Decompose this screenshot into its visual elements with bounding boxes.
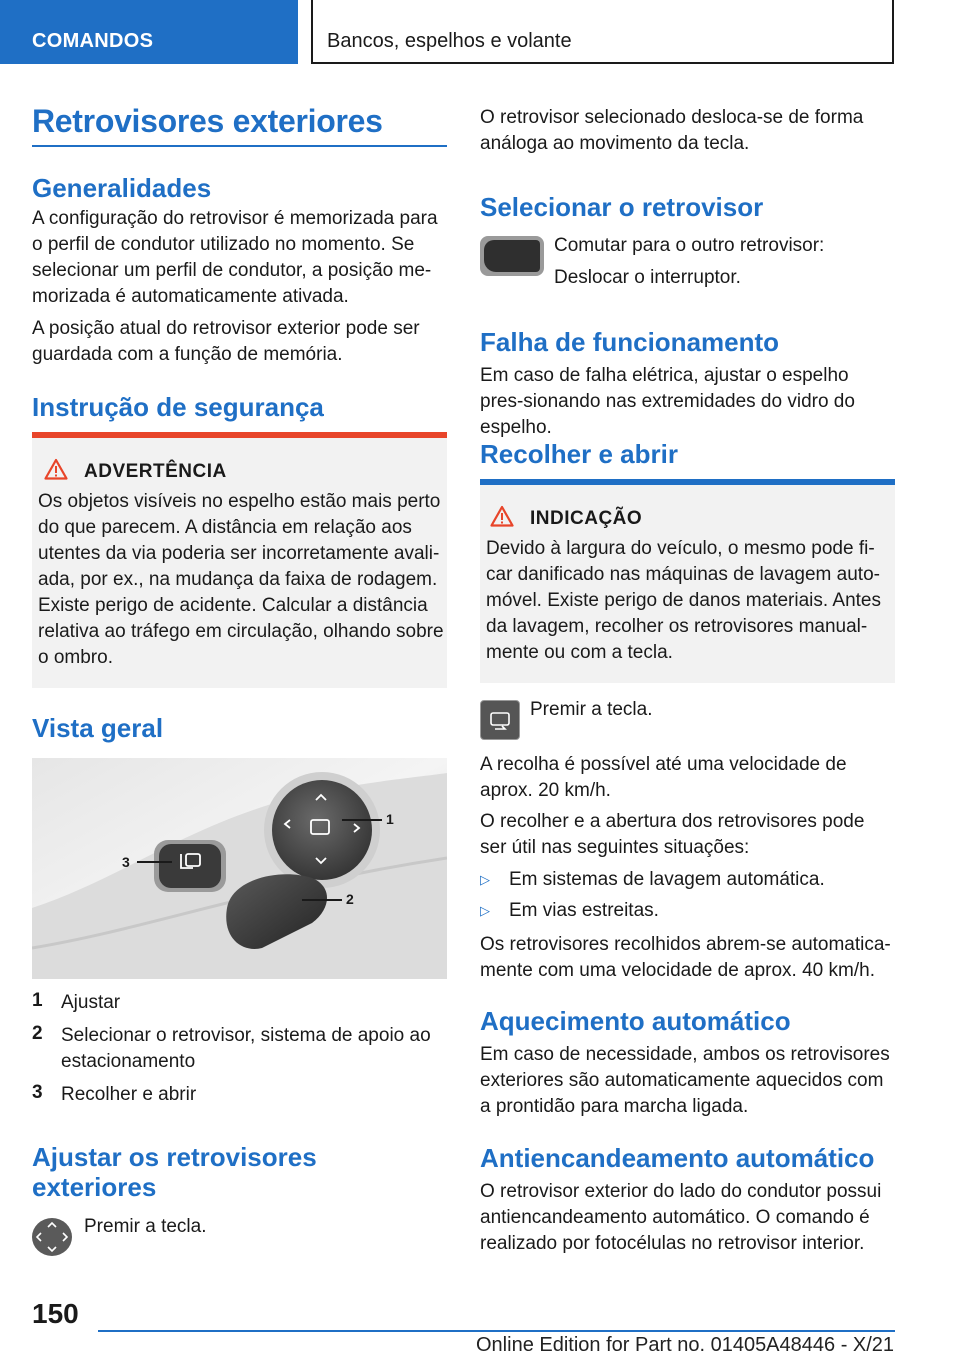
warning-triangle-icon	[490, 505, 514, 527]
heading-aquecimento: Aquecimento automático	[480, 1006, 791, 1036]
falha-text: Em caso de falha elétrica, ajustar o espelho pres-sionando nas extremidades do vidro do espelho.	[480, 365, 855, 438]
bullet-icon: ▷	[480, 903, 490, 918]
warning-triangle-icon	[44, 458, 68, 480]
page-title: Retrovisores exteriores	[32, 103, 383, 139]
warning-title: ADVERTÊNCIA	[84, 461, 227, 482]
paragraph: A configuração do retrovisor é memorizada para o perfil de condutor utilizado no momento. Se selecionar um perfil de condutor, a posição me-morizada é automaticamente ativada.	[32, 208, 438, 307]
notice-box	[480, 479, 895, 683]
section-tab	[0, 0, 298, 64]
warning-bar	[32, 432, 447, 438]
door-controls-illustration	[32, 758, 447, 979]
bullet-text: Em vias estreitas.	[509, 900, 659, 921]
recolher-p3: Os retrovisores recolhidos abrem-se automatica-mente com uma velocidade de aprox. 40 km/h.	[480, 934, 891, 981]
page-number: 150	[32, 1298, 79, 1329]
list-item	[480, 867, 895, 895]
chapter-title: Bancos, espelhos e volante	[327, 30, 572, 52]
title-rule	[32, 145, 447, 147]
list-text: Ajustar	[61, 992, 121, 1013]
heading-seguranca: Instrução de segurança	[32, 392, 324, 422]
heading-selecionar: Selecionar o retrovisor	[480, 192, 764, 222]
chapter-tab	[311, 0, 894, 64]
list-item	[480, 898, 895, 926]
notice-text: Devido à largura do veículo, o mesmo pode fi-car danificado nas máquinas de lavagem auto-móvel. Existe perigo de danos materiais. Antes da lavagem, recolher os retrovisores manual-mente ou com a tecla.	[486, 538, 881, 663]
bullet-icon: ▷	[480, 872, 490, 887]
antiencandeamento-text: O retrovisor exterior do lado do condutor possui antiencandeamento automático. O comando é realizado por fotocélulas no retrovisor interior.	[480, 1181, 882, 1254]
warning-box	[32, 432, 447, 688]
heading-recolher: Recolher e abrir	[480, 439, 678, 469]
heading-antiencandeamento: Antiencandeamento automático	[480, 1143, 875, 1173]
recolher-p2: O recolher e a abertura dos retrovisores pode ser útil nas seguintes situações:	[480, 811, 865, 858]
recolher-p1: A recolha é possível até uma velocidade de aprox. 20 km/h.	[480, 754, 847, 801]
warning-text: Os objetos visíveis no espelho estão mais perto do que parecem. A distância em relação aos utentes da via poderia ser incorretamente avali-ada, por ex., na mudança da faixa de rodagem. Existe perigo de acidente. Calcular a distância relativa ao tráfego em circulação, olhando sobre o ombro.	[38, 491, 444, 668]
heading-vista-geral: Vista geral	[32, 713, 164, 743]
callout-2: 2	[346, 891, 354, 907]
heading-ajustar: Ajustar os retrovisores exteriores	[32, 1142, 317, 1202]
ajustar-text: Premir a tecla.	[84, 1216, 207, 1237]
section-title: COMANDOS	[32, 30, 154, 52]
list-text: Selecionar o retrovisor, sistema de apoio ao estacionamento	[61, 1025, 431, 1072]
callout-1: 1	[386, 811, 394, 827]
list-number: 2	[32, 1023, 43, 1044]
paragraph: A posição atual do retrovisor exterior pode ser guardada com a função de memória.	[32, 318, 420, 365]
list-number: 3	[32, 1082, 43, 1103]
intro-text: O retrovisor selecionado desloca-se de forma análoga ao movimento da tecla.	[480, 107, 864, 154]
aquecimento-text: Em caso de necessidade, ambos os retrovisores exteriores são automaticamente aquecidos com a prontidão para marcha ligada.	[480, 1044, 890, 1117]
heading-generalidades: Generalidades	[32, 173, 212, 203]
legend-list	[32, 990, 447, 1110]
notice-bar	[480, 479, 895, 485]
fold-mirror-button-icon	[480, 700, 520, 740]
mirror-adjust-button-icon	[32, 1218, 72, 1256]
callout-3: 3	[122, 854, 130, 870]
heading-falha: Falha de funcionamento	[480, 327, 780, 357]
selecionar-line2: Deslocar o interruptor.	[554, 267, 741, 288]
footer-rule	[98, 1330, 895, 1332]
bullet-text: Em sistemas de lavagem automática.	[509, 869, 825, 890]
notice-title: INDICAÇÃO	[530, 508, 643, 529]
premir-text: Premir a tecla.	[530, 699, 653, 720]
list-text: Recolher e abrir	[61, 1084, 197, 1105]
selecionar-line1: Comutar para o outro retrovisor:	[554, 235, 825, 256]
edition-text: Online Edition for Part no. 01405A48446 - X/21	[476, 1334, 895, 1356]
selector-switch-icon	[480, 236, 544, 276]
list-number: 1	[32, 990, 43, 1011]
